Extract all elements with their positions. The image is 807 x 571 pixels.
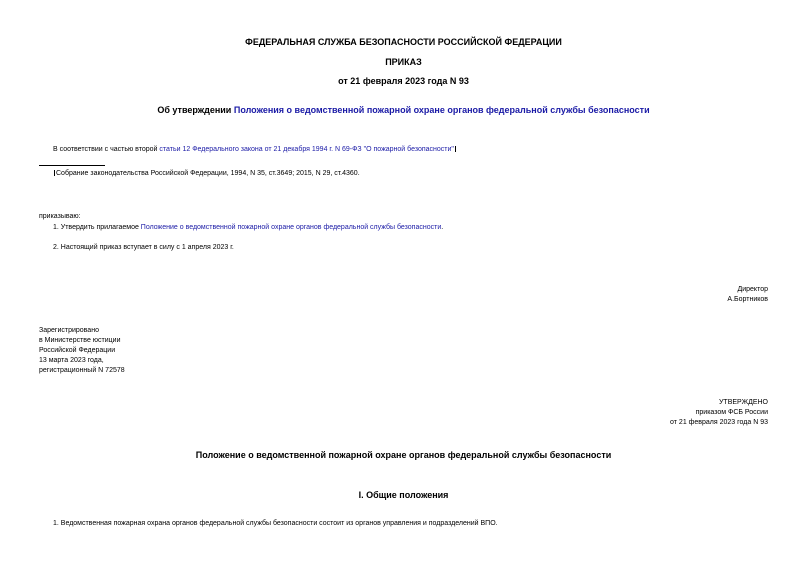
doc-date: от 21 февраля 2023 года N 93 — [338, 76, 469, 86]
regulation-item-1: 1. Ведомственная пожарная охрана органов федеральной службы безопасности состоит из органов управления и подразделений ВПО. — [53, 520, 498, 527]
regulation-title: Положение о ведомственной пожарной охране органов федеральной службы безопасности — [195, 450, 612, 460]
section-1-title: I. Общие положения — [358, 490, 449, 500]
order-item-1-prefix: 1. Утвердить прилагаемое — [53, 224, 141, 231]
order-item-1-suffix: . — [441, 224, 444, 231]
preamble — [53, 146, 457, 153]
agency-title: ФЕДЕРАЛЬНАЯ СЛУЖБА БЕЗОПАСНОСТИ РОССИЙСКОЙ ФЕДЕРАЦИИ — [245, 37, 562, 47]
footnote-text: Собрание законодательства Российской Федерации, 1994, N 35, ст.3649; 2015, N 29, ст.4360. — [56, 170, 360, 177]
registration-line-5: регистрационный N 72578 — [39, 367, 125, 374]
footnote — [53, 170, 360, 177]
footnote-marker[interactable] — [455, 146, 456, 152]
order-item-2: 2. Настоящий приказ вступает в силу с 1 апреля 2023 г. — [53, 244, 234, 251]
preamble-text: В соответствии с частью второй — [53, 146, 160, 153]
approval-line-3: от 21 февраля 2023 года N 93 — [670, 419, 768, 426]
approval-line-1: УТВЕРЖДЕНО — [718, 399, 768, 406]
signature-name: А.Бортников — [727, 296, 768, 303]
signature-position: Директор — [737, 286, 768, 293]
registration-line-2: в Министерстве юстиции — [39, 337, 121, 344]
doc-type: ПРИКАЗ — [385, 57, 422, 67]
footnote-marker-ref — [54, 170, 55, 176]
footnote-divider — [39, 165, 105, 166]
subject-link[interactable]: Положения о ведомственной пожарной охране органов федеральной службы безопасности — [233, 105, 650, 115]
approval-line-2: приказом ФСБ России — [695, 409, 768, 416]
registration-line-1: Зарегистрировано — [39, 327, 99, 334]
subject-prefix: Об утверждении — [157, 105, 234, 115]
doc-subject — [0, 105, 807, 115]
registration-line-4: 13 марта 2023 года, — [39, 357, 104, 364]
order-item-1 — [53, 224, 443, 231]
registration-line-3: Российской Федерации — [39, 347, 116, 354]
regulation-link[interactable]: Положение о ведомственной пожарной охране органов федеральной службы безопасности — [140, 224, 442, 231]
prikazyvayu: приказываю: — [39, 213, 81, 220]
law-link[interactable]: статьи 12 Федерального закона от 21 декабря 1994 г. N 69-ФЗ "О пожарной безопасности" — [159, 146, 454, 153]
